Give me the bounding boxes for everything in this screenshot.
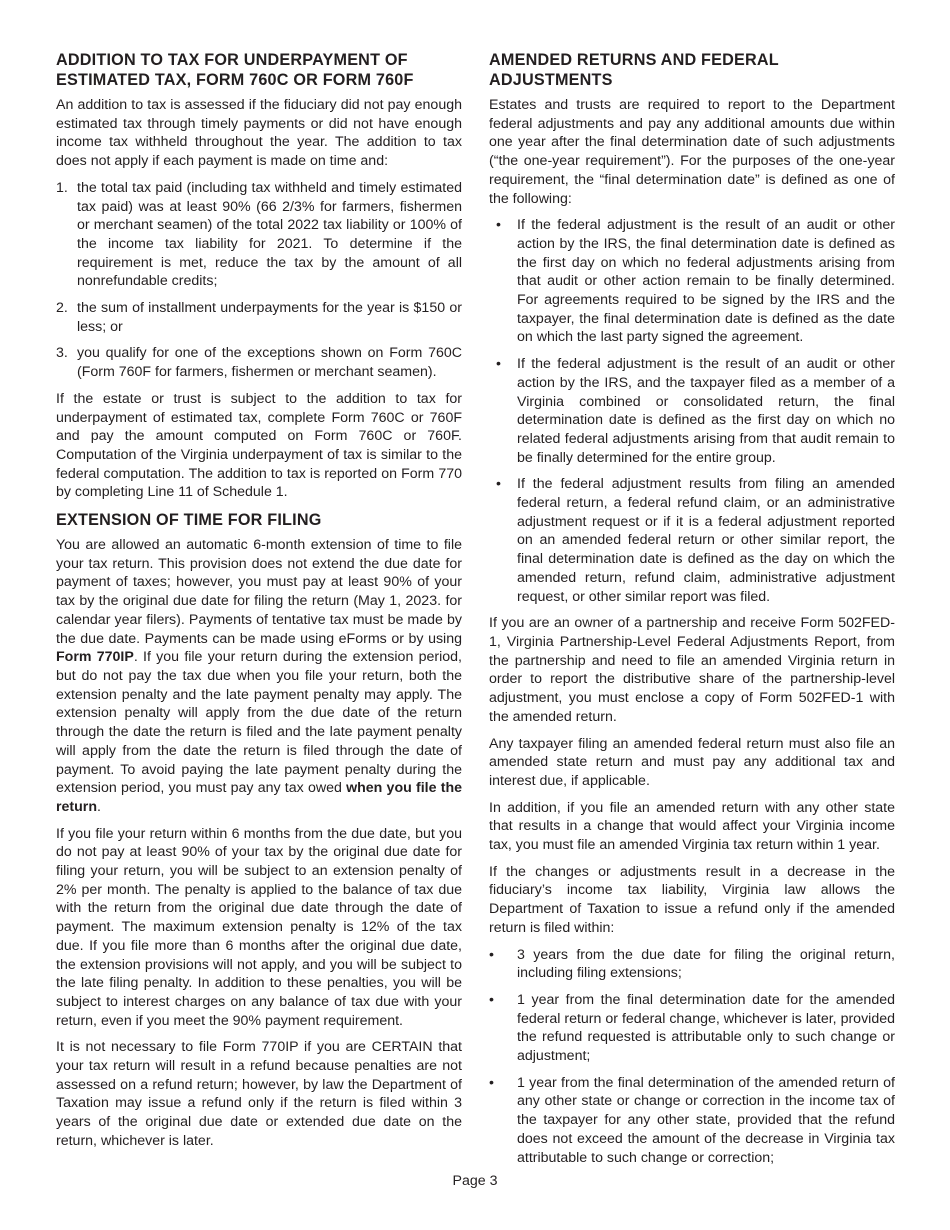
text-run: . xyxy=(97,798,101,815)
text-run: You are allowed an automatic 6-month extension of time to file your tax return. This provision does not extend the due date for payment of taxes; however, you must pay at least 90% of your tax by the original due date for filing the return (May 1, 2023. for calendar year filers). Payments of tentative tax must be made by the due date. Payments can be made using eForms or by using xyxy=(56,537,462,647)
list-item xyxy=(489,1074,895,1168)
list-item xyxy=(489,216,895,347)
paragraph: It is not necessary to file Form 770IP if you are CERTAIN that your tax return will result in a refund because penalties are not assessed on a refund return; however, by law the Department of Taxation may issue a refund only if the return is filed within 3 years of the original due date or extended due date on the return, whichever is later. xyxy=(56,1039,462,1149)
heading-addition-to-tax: ADDITION TO TAX FOR UNDERPAYMENT OF ESTIMATED TAX, FORM 760C OR FORM 760F xyxy=(56,51,414,89)
list-item-text: the total tax paid (including tax withheld and timely estimated tax paid) was at least 90% (66 2/3% for farmers, fishermen or merchant seamen) of the total 2022 tax liability or 100% of the income tax liability for 2021. To determine if the requirement is met, reduce the tax by the amount of all nonrefundable credits; xyxy=(77,179,462,290)
form-770ip-reference: Form 770IP xyxy=(56,649,134,666)
list-item-text: If the federal adjustment is the result of an audit or other action by the IRS, the final determination date is defined as the first day on which no federal adjustments arising from that audit or other action remain to be finally determined. For agreements required to be signed by the IRS and the taxpayer, the final determination date is defined as the date on which the last party signed the agreement. xyxy=(517,217,895,346)
numbered-list xyxy=(56,179,462,382)
paragraph: If you are an owner of a partnership and receive Form 502FED-1, Virginia Partnership-Level Federal Adjustments Report, from the partnership and need to file an amended Virginia return in order to report the distributive share of the partnership-level adjustment, you must enclose a copy of Form 502FED-1 with the amended return. xyxy=(489,615,895,725)
list-number: 2. xyxy=(56,300,68,317)
bullet-list xyxy=(489,946,895,1168)
list-item-text: 1 year from the final determination date for the amended federal return or federal change, whichever is later, provided the refund requested is attributable only to such change or adjustment; xyxy=(517,991,895,1065)
list-item xyxy=(489,991,895,1066)
paragraph: Estates and trusts are required to report to the Department federal adjustments and pay any additional amounts due within one year after the final determination date of such adjustments (“the one-year requirement”). For the purposes of the one-year requirement, the “final determination date” is defined as one of the following: xyxy=(489,97,895,207)
bullet-icon: • xyxy=(489,946,494,963)
bullet-icon: • xyxy=(496,217,501,234)
paragraph: Any taxpayer filing an amended federal return must also file an amended state return and must pay any additional tax and interest due, if applicable. xyxy=(489,735,895,789)
list-item xyxy=(56,179,462,291)
list-item xyxy=(489,946,895,983)
list-item xyxy=(56,299,462,336)
list-item xyxy=(489,355,895,467)
paragraph xyxy=(56,536,462,817)
paragraph: If you file your return within 6 months from the due date, but you do not pay at least 90% of your tax by the original due date for filing your return, you will be subject to an extension penalty of 2% per month. The penalty is applied to the balance of tax due with the return from the original due date through the date of payment. The maximum extension penalty is 12% of the tax due. If you file more than 6 months after the original due date, the extension provisions will not apply, and you will be subject to the late filing penalty. In addition to these penalties, you will be subject to interest charges on any balance of tax due with your return, even if you meet the 90% payment requirement. xyxy=(56,825,462,1029)
list-item-text: the sum of installment underpayments for the year is $150 or less; or xyxy=(77,300,462,335)
list-item-text: If the federal adjustment results from filing an amended federal return, a federal refund claim, or an administrative adjustment request or if it is a federal adjustment reported on an amended federal return or other similar report, the final determination date is defined as the day on which the amended return, refund claim, administrative adjustment request, or other similar report was filed. xyxy=(517,476,895,605)
list-number: 3. xyxy=(56,345,68,362)
bullet-icon: • xyxy=(496,356,501,373)
heading-amended-returns: AMENDED RETURNS AND FEDERAL ADJUSTMENTS xyxy=(489,51,779,89)
list-item-text: If the federal adjustment is the result of an audit or other action by the IRS, and the taxpayer filed as a member of a Virginia combined or consolidated return, the final determination date is defined as the first day on which no related federal adjustments arising from that audit remain to be finally determined for the entire group. xyxy=(517,356,895,466)
list-item xyxy=(489,475,895,606)
page-number: Page 3 xyxy=(452,1173,498,1189)
right-column xyxy=(489,50,895,1175)
list-item xyxy=(56,344,462,381)
bullet-icon: • xyxy=(489,991,494,1008)
list-number: 1. xyxy=(56,179,68,196)
list-item-text: 3 years from the due date for filing the original return, including filing extensions; xyxy=(517,946,895,982)
list-item-text: you qualify for one of the exceptions shown on Form 760C (Form 760F for farmers, fishermen or merchant seamen). xyxy=(77,345,462,381)
bullet-icon: • xyxy=(489,1074,494,1091)
paragraph: If the changes or adjustments result in a decrease in the fiduciary’s income tax liability, Virginia law allows the Department of Taxation to issue a refund only if the amended return is filed within: xyxy=(489,863,895,936)
text-run: . If you file your return during the extension period, but do not pay the tax due when you file your return, both the extension penalty and the late payment penalty may apply. The extension penalty will apply from the due date of the return through the date the return is filed and the late payment penalty will apply from the date the return is filed through the date of payment. To avoid paying the late payment penalty during the extension period, you must pay any tax owed xyxy=(56,649,462,797)
bullet-icon: • xyxy=(496,476,501,493)
paragraph: In addition, if you file an amended return with any other state that results in a change that would affect your Virginia income tax, you must file an amended Virginia tax return within 1 year. xyxy=(489,799,895,854)
list-item-text: 1 year from the final determination of the amended return of any other state or change or correction in the income tax of the taxpayer for any other state, provided that the refund does not exceed the amount of the decrease in Virginia tax attributable to such change or correction; xyxy=(517,1074,895,1166)
paragraph: An addition to tax is assessed if the fiduciary did not pay enough estimated tax through timely payments or did not have enough income tax withheld throughout the year. The addition to tax does not apply if each payment is made on time and: xyxy=(56,97,462,170)
left-column xyxy=(56,50,462,1159)
emphasis-text: when you file the return xyxy=(56,780,462,815)
paragraph: If the estate or trust is subject to the addition to tax for underpayment of estimated tax, complete Form 760C or 760F and pay the amount computed on Form 760C or 760F. Computation of the Virginia underpayment of tax is similar to the federal computation. The addition to tax is reported on Form 770 by completing Line 11 of Schedule 1. xyxy=(56,390,462,501)
bullet-list xyxy=(489,216,895,606)
heading-extension-of-time: EXTENSION OF TIME FOR FILING xyxy=(56,511,322,530)
